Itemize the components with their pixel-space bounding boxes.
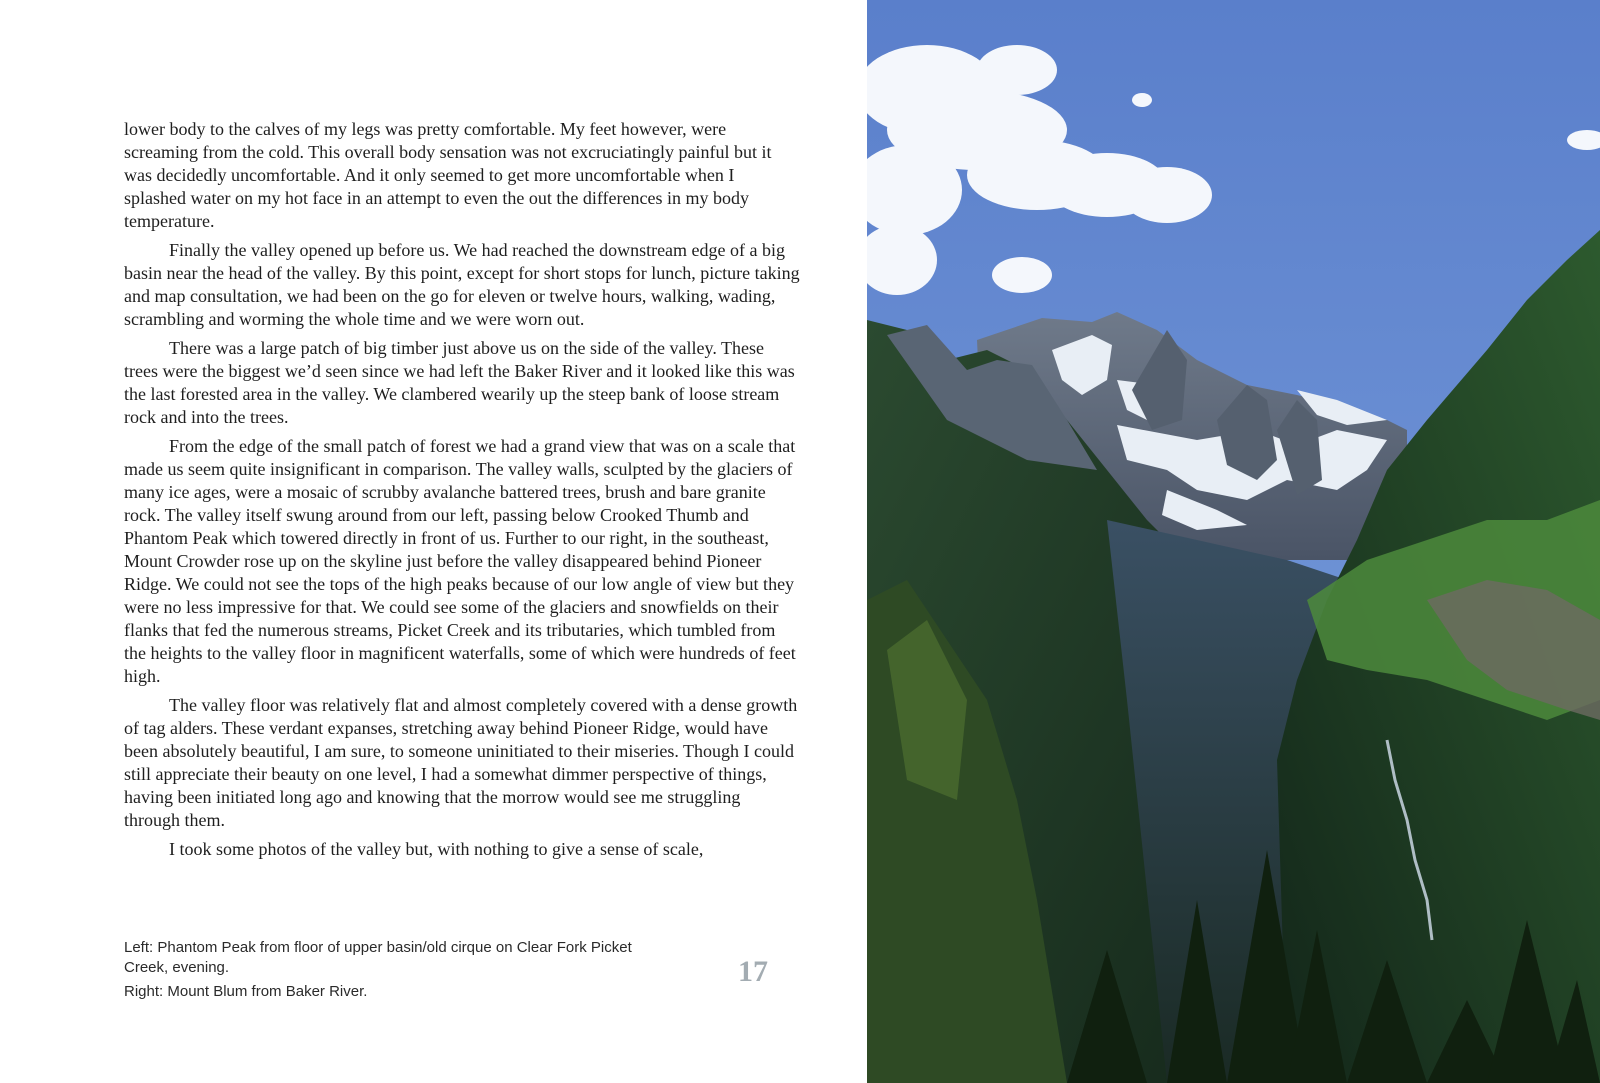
mountain-photo-icon [867, 0, 1600, 1083]
caption-left: Left: Phantom Peak from floor of upper basin/old cirque on Clear Fork Picket Creek, evening. [124, 939, 632, 976]
caption-right: Right: Mount Blum from Baker River. [124, 983, 368, 1000]
paragraph: I took some photos of the valley but, with nothing to give a sense of scale, [169, 839, 704, 859]
body-text [124, 118, 800, 867]
photo-illustration [867, 0, 1600, 1083]
paragraph: lower body to the calves of my legs was pretty comfortable. My feet however, were screaming from the cold. This overall body sensation was not excruciatingly painful but it was decidedly uncomfortable. And it only seemed to get more uncomfortable when I splashed water on my hot face in an attempt to even the out the differences in my body temperature. [124, 119, 772, 231]
paragraph: Finally the valley opened up before us. We had reached the downstream edge of a big basin near the head of the valley. By this point, except for short stops for lunch, picture taking and map consultation, we had been on the go for eleven or twelve hours, walking, wading, scrambling and worming the whole time and we were worn out. [124, 240, 800, 329]
paragraph: The valley floor was relatively flat and almost completely covered with a dense growth of tag alders. These verdant expanses, stretching away behind Pioneer Ridge, would have been absolutely beautiful, I am sure, to someone uninitiated to their miseries. Though I could still appreciate their beauty on one level, I had a somewhat dimmer perspective of things, having been initiated long ago and knowing that the morrow would see me struggling through them. [124, 695, 798, 830]
paragraph: There was a large patch of big timber just above us on the side of the valley. These trees were the biggest we’d seen since we had left the Baker River and it looked like this was the last forested area in the valley. We clambered wearily up the steep bank of loose stream rock and into the trees. [124, 338, 795, 427]
page-number: 17 [738, 955, 768, 988]
photo-captions [124, 938, 644, 1002]
paragraph: From the edge of the small patch of forest we had a grand view that was on a scale that made us seem quite insignificant in comparison. The valley walls, sculpted by the glaciers of many ice ages, were a mosaic of scrubby avalanche battered trees, brush and bare granite rock. The valley itself swung around from our left, passing below Crooked Thumb and Phantom Peak which towered directly in front of us. Further to our right, in the southeast, Mount Crowder rose up on the skyline just before the valley disappeared behind Pioneer Ridge. We could not see the tops of the high peaks because of our low angle of view but they were no less impressive for that. We could see some of the glaciers and snowfields on their flanks that fed the numerous streams, Picket Creek and its tributaries, which tumbled from the heights to the valley floor in magnificent waterfalls, some of which were hundreds of feet high. [124, 436, 796, 686]
